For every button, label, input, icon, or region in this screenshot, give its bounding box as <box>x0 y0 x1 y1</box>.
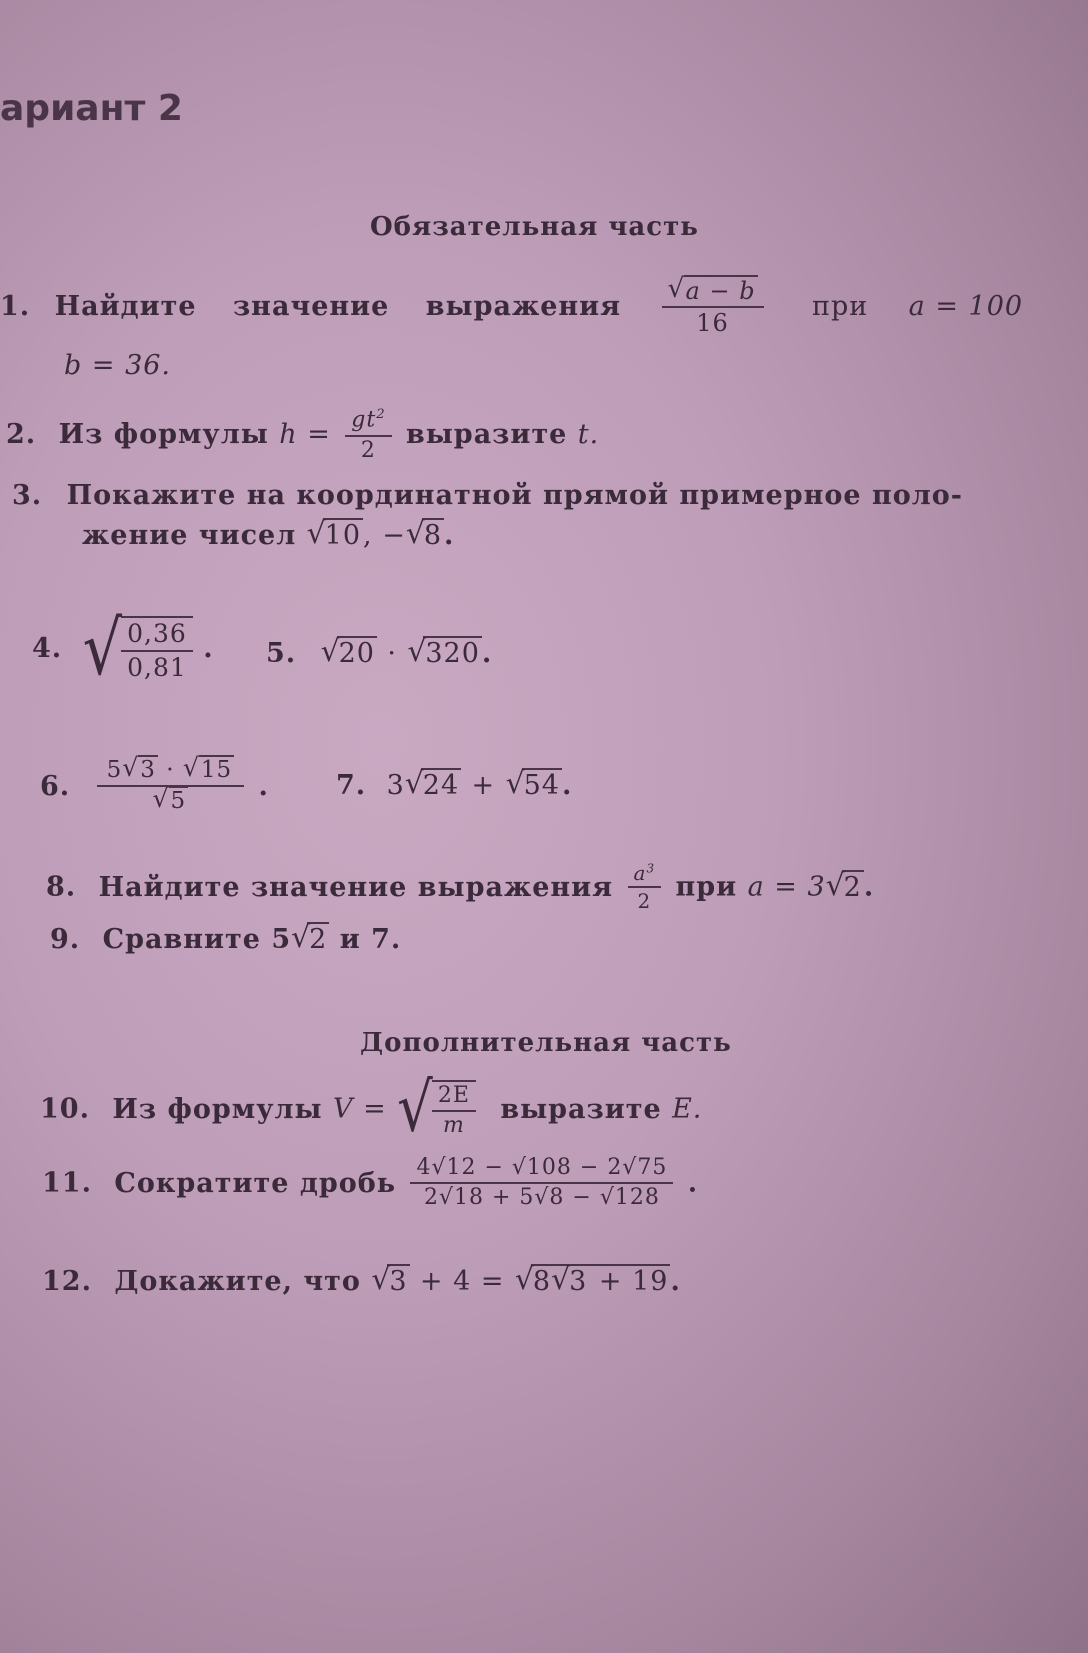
variable: t. <box>577 418 600 450</box>
task-3 <box>12 480 963 511</box>
task-number: 2. <box>6 418 37 450</box>
task-8 <box>46 862 874 912</box>
task-text: Докажите, что <box>114 1266 361 1297</box>
denominator: 2 <box>637 889 652 913</box>
task-text: Сравните 5 <box>102 924 292 955</box>
task-tail: выразите <box>405 418 568 450</box>
punct: . <box>481 638 493 669</box>
punct: . <box>670 1266 681 1297</box>
condition-word: при <box>675 871 738 903</box>
fraction <box>345 408 391 463</box>
numerator: a <box>633 861 647 885</box>
punct: . <box>203 633 214 664</box>
operator: + 4 = <box>419 1266 505 1297</box>
task-4 <box>32 604 214 692</box>
formula-lhs: V = <box>333 1093 387 1125</box>
fraction <box>97 758 245 815</box>
radicand: a − b <box>685 277 756 305</box>
radicand: 54 <box>523 770 560 801</box>
numerator: gt <box>351 407 377 433</box>
task-number: 7. <box>336 770 367 801</box>
coefficient: 5 <box>106 757 123 783</box>
coefficient: 8 <box>532 1266 552 1297</box>
variable: E. <box>672 1093 703 1125</box>
mandatory-section-title: Обязательная часть <box>370 212 699 242</box>
radicand: 24 <box>422 770 460 801</box>
numerator: 2E <box>432 1084 476 1112</box>
punct: . <box>258 770 269 802</box>
punct: . <box>687 1167 699 1199</box>
task-9 <box>50 924 401 955</box>
task-number: 12. <box>42 1266 92 1297</box>
operator: · <box>166 757 175 783</box>
operator: + <box>471 770 496 801</box>
coefficient: 3 <box>386 770 405 801</box>
task-number: 8. <box>46 871 77 903</box>
punct: . <box>444 520 455 551</box>
addend: + 19 <box>598 1266 669 1297</box>
sqrt-fraction: √ $\frac{2E}{m}$ <box>397 1080 476 1138</box>
task-3-line2 <box>82 520 454 551</box>
radicand: 2 <box>843 871 862 903</box>
task-2 <box>6 408 599 463</box>
numerator: 4√12 − √108 − 2√75 <box>410 1156 673 1184</box>
denominator: 16 <box>696 309 729 338</box>
task-6 <box>40 758 269 815</box>
task-number: 9. <box>50 924 81 955</box>
fraction <box>662 278 764 337</box>
radicand: 8 <box>423 520 443 551</box>
task-text: Сократите дробь <box>114 1167 397 1199</box>
radicand: 2 <box>309 924 328 955</box>
task-1-line2: b = 36. <box>64 350 172 381</box>
condition-value: a = 100 <box>908 290 1024 322</box>
sqrt-fraction: √ $\frac{0,36}{0,81}$ <box>83 616 193 681</box>
exponent: 2 <box>376 407 386 422</box>
task-text: жение чисел <box>82 520 297 551</box>
task-tail: выразите <box>500 1093 662 1125</box>
denominator: m <box>442 1113 465 1139</box>
radicand: 20 <box>338 638 375 669</box>
radicand: 3 <box>389 1266 408 1297</box>
task-number: 3. <box>12 480 43 511</box>
task-number: 1. <box>0 290 31 322</box>
additional-section-title: Дополнительная часть <box>360 1028 732 1058</box>
radicand: 15 <box>200 757 233 783</box>
task-tail: и 7. <box>339 924 402 955</box>
task-number: 10. <box>40 1093 90 1125</box>
formula-lhs: h = <box>279 418 331 450</box>
task-number: 6. <box>40 770 71 802</box>
operator: · <box>387 638 397 669</box>
condition-value: a = 3 <box>747 871 826 903</box>
task-11 <box>42 1156 698 1210</box>
task-text: Найдите значение выражения <box>98 871 614 903</box>
task-number: 5. <box>266 638 297 669</box>
task-text: Покажите на координатной прямой примерное поло- <box>66 480 963 511</box>
fraction <box>628 862 662 912</box>
denominator: 2√18 + 5√8 − √128 <box>423 1185 660 1211</box>
radicand: 5 <box>170 788 187 815</box>
task-text: Найдите значение выражения <box>54 290 622 322</box>
punct: . <box>863 871 875 903</box>
fraction <box>410 1156 673 1210</box>
numerator: 0,36 <box>121 620 193 652</box>
radicand: 3 <box>140 757 156 783</box>
denominator: 0,81 <box>127 652 187 682</box>
task-text: Из формулы <box>112 1093 323 1125</box>
variant-heading: ариант 2 <box>0 88 183 129</box>
exponent: 3 <box>646 861 656 876</box>
task-12 <box>42 1266 681 1297</box>
radicand: 3 <box>569 1266 588 1297</box>
radicand: 10 <box>324 520 362 551</box>
task-number: 4. <box>32 633 63 664</box>
task-text: Из формулы <box>58 418 269 450</box>
denominator: 2 <box>360 437 376 463</box>
punct: . <box>561 770 573 801</box>
separator: , − <box>363 520 406 551</box>
radicand: 320 <box>425 638 480 669</box>
task-1 <box>0 278 1023 337</box>
condition-word: при <box>811 290 869 322</box>
task-10 <box>40 1069 703 1148</box>
task-7 <box>336 770 572 801</box>
task-5 <box>266 638 492 669</box>
task-number: 11. <box>42 1167 92 1199</box>
